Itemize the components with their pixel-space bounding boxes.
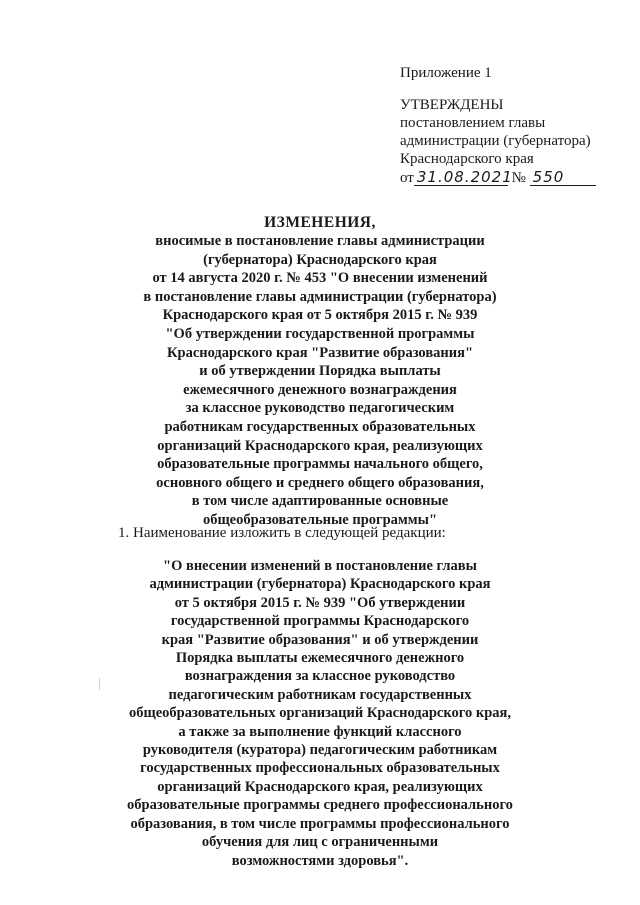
handwritten-date: 31.08.2021	[414, 169, 508, 186]
title-line: Краснодарского края "Развитие образования"	[166, 344, 474, 361]
quote-line: государственных профессиональных образовательных	[140, 760, 500, 777]
quote-line: от 5 октября 2015 г. № 939 "Об утверждении	[174, 594, 466, 611]
title-line: в постановление главы администрации (губернатора)	[143, 288, 497, 305]
quote-line: а также за выполнение функций классного	[178, 723, 462, 740]
approved-label: УТВЕРЖДЕНЫ	[400, 97, 504, 113]
title-line: Краснодарского края от 5 октября 2015 г. № 939	[162, 307, 478, 324]
title-line: (губернатора) Краснодарского края	[203, 251, 437, 268]
title-line: основного общего и среднего общего образования,	[156, 474, 484, 491]
title-line: образовательные программы начального общего,	[157, 456, 483, 473]
approval-line-1: постановлением главы	[400, 115, 546, 131]
document-title: ИЗМЕНЕНИЯ,	[264, 214, 376, 231]
title-line: общеобразовательные программы"	[202, 511, 438, 528]
date-number-line	[400, 169, 630, 187]
quote-line: педагогическим работникам государственных	[168, 686, 472, 703]
handwritten-number: 550	[530, 169, 596, 186]
changes-title-block	[0, 213, 640, 530]
title-line: за классное руководство педагогическим	[185, 400, 455, 417]
number-sign: №	[511, 170, 526, 186]
quote-line: вознаграждения за классное руководство	[184, 668, 456, 685]
approval-stamp-block	[400, 64, 630, 187]
new-name-quote-block	[0, 557, 640, 870]
quote-line: государственной программы Краснодарского	[170, 613, 470, 630]
title-line: организаций Краснодарского края, реализующих	[157, 437, 483, 454]
point-1-text: 1. Наименование изложить в следующей редакции:	[118, 525, 446, 541]
quote-line: администрации (губернатора) Краснодарского края	[149, 576, 491, 593]
quote-line: края "Развитие образования" и об утверждении	[161, 631, 479, 648]
title-line: от 14 августа 2020 г. № 453 "О внесении изменений	[152, 270, 488, 287]
approval-line-2: администрации (губернатора)	[400, 133, 591, 149]
appendix-label: Приложение 1	[400, 65, 492, 81]
date-prefix: от	[400, 170, 414, 186]
scan-mark	[99, 678, 100, 690]
title-line: "Об утверждении государственной программы	[165, 325, 475, 342]
title-line: вносимые в постановление главы администрации	[155, 233, 485, 249]
quote-line: возможностями здоровья".	[231, 852, 409, 869]
quote-line: руководителя (куратора) педагогическим работникам	[142, 742, 498, 759]
quote-line: общеобразовательных организаций Краснодарского края,	[128, 705, 512, 722]
quote-line: Порядка выплаты ежемесячного денежного	[175, 650, 465, 667]
title-line: работникам государственных образовательных	[164, 418, 476, 435]
title-line: в том числе адаптированные основные	[191, 493, 449, 510]
quote-line: "О внесении изменений в постановление главы	[163, 558, 477, 574]
title-line: ежемесячного денежного вознаграждения	[183, 381, 457, 398]
quote-line: образования, в том числе программы профессионального	[130, 815, 510, 832]
quote-line: организаций Краснодарского края, реализующих	[157, 778, 483, 795]
approval-line-3: Краснодарского края	[400, 151, 534, 167]
quote-line: образовательные программы среднего профессионального	[127, 797, 513, 814]
quote-line: обучения для лиц с ограниченными	[201, 834, 439, 851]
title-line: и об утверждении Порядка выплаты	[199, 363, 441, 380]
